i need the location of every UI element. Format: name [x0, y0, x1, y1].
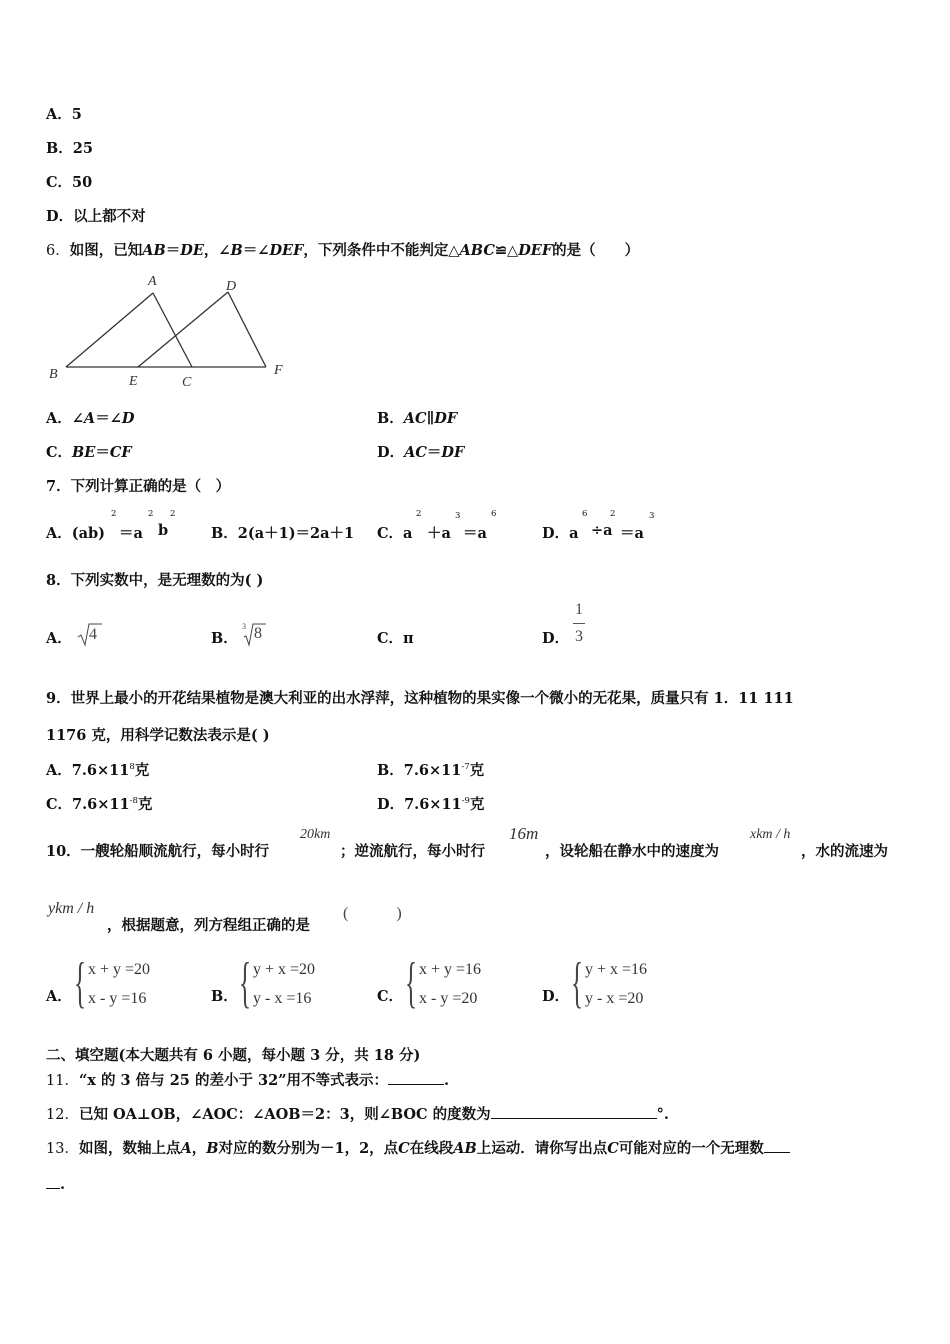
line-ba: [66, 293, 153, 367]
q11: 11．“x 的 3 倍与 25 的差小于 32”用不等式表示： .: [46, 1072, 450, 1089]
q8-stem: 8．下列实数中，是无理数的为( ): [46, 572, 264, 589]
triangle-figure: [44, 270, 294, 395]
q8-option-d: D．: [542, 630, 570, 647]
q10-option-c-eq2: x - y =20: [419, 990, 478, 1007]
q9-stem-line2: 1176 克，用科学记数法表示是( ): [46, 727, 270, 744]
q9-option-c: C．$7.6\times 11^{-8}$克: [46, 796, 153, 813]
q10-option-b-eq2: y - x =16: [253, 990, 312, 1007]
q8-b-index: 3: [242, 622, 246, 631]
label-b: B: [49, 367, 58, 382]
q7-c-mid: ＋a: [427, 525, 451, 542]
q13: 13．如图，数轴上点A，B对应的数分别为－1，2，点C在线段AB上运动．请你写出点C可能对应的一个无理数: [46, 1137, 790, 1158]
q6-option-c: C．BE＝CF: [46, 444, 132, 461]
q7-c-sup1: 2: [416, 509, 422, 519]
q5-option-b: B．25: [46, 140, 93, 157]
line-ac: [153, 293, 192, 367]
q5-option-a: A．5: [46, 106, 82, 123]
q10-option-a-eq2: x - y =16: [88, 990, 147, 1007]
q10-seg4: ，水的流速为: [801, 843, 888, 860]
q7-option-c: C．a: [377, 525, 413, 542]
label-d: D: [226, 279, 237, 294]
q6-option-b: B．AC∥DF: [377, 410, 458, 427]
q10-option-a-eq1: x + y =20: [88, 961, 151, 978]
q10-option-c-letter: C．: [377, 988, 404, 1005]
q7-option-d: D．a: [542, 525, 579, 542]
q10-option-a-letter: A．: [46, 988, 72, 1005]
brace-icon: {: [239, 952, 252, 1014]
brace-icon: {: [74, 952, 87, 1014]
q7-d-sup2: 2: [610, 509, 616, 519]
q6-stem: 6．如图，已知AB＝DE，∠B＝∠DEF，下列条件中不能判定△ABC≌△DEF的是（ ）: [46, 242, 640, 259]
q5-option-c: C．50: [46, 174, 93, 191]
q10-option-c-eq1: x + y =16: [419, 961, 482, 978]
q10-seg5: ，根据题意，列方程组正确的是: [107, 917, 310, 934]
q8-b-radicand: 8: [254, 625, 262, 642]
label-c: C: [182, 375, 192, 390]
q6-option-a: A．∠A＝∠D: [46, 410, 135, 427]
q7-a-sup1: 2: [111, 509, 117, 519]
brace-icon: {: [405, 952, 418, 1014]
q7-a-sup2: 2: [148, 509, 154, 519]
label-a: A: [148, 274, 157, 289]
fraction-bar: [573, 623, 585, 624]
q9-option-a: A．$7.6\times 11^8$克: [46, 762, 150, 779]
q7-stem: 7．下列计算正确的是（ ）: [46, 478, 231, 495]
q10-option-d-eq1: y + x =16: [585, 961, 648, 978]
q10-option-d-eq2: y - x =20: [585, 990, 644, 1007]
q8-d-denominator: 3: [575, 628, 583, 645]
line-df: [228, 292, 266, 367]
label-e: E: [129, 374, 138, 389]
q7-option-b: B．2(a＋1)＝2a＋1: [211, 525, 355, 542]
q9-stem-line1: 9．世界上最小的开花结果植物是澳大利亚的出水浮萍，这种植物的果实像一个微小的无花果，质量只有 1．11 111: [46, 690, 794, 707]
q8-a-radicand: 4: [89, 626, 97, 643]
q13-continued: .: [46, 1176, 65, 1193]
q13-answer-blank[interactable]: [764, 1140, 790, 1153]
q7-a-base2: b: [158, 522, 169, 539]
q6-option-d: D．AC＝DF: [377, 444, 465, 461]
q7-c-end: ＝a: [463, 525, 487, 542]
q10-seg1: 10．一艘轮船顺流航行，每小时行: [46, 843, 270, 860]
q10-unit4: ykm / h: [48, 900, 95, 917]
q7-a-sup3: 2: [170, 509, 176, 519]
q13-answer-blank-cont[interactable]: [46, 1176, 60, 1189]
q10-unit2: 16m: [509, 824, 539, 843]
q7-d-end: ＝a: [620, 525, 644, 542]
q7-option-a: A．(ab): [46, 525, 106, 542]
q8-option-c: C．π: [377, 630, 414, 647]
q11-answer-blank[interactable]: [388, 1072, 444, 1085]
q9-option-d: D．$7.6\times 11^{-9}$克: [377, 796, 485, 813]
q10-option-d-letter: D．: [542, 988, 570, 1005]
q7-d-mid: ÷a: [591, 522, 613, 539]
q8-d-numerator: 1: [575, 601, 583, 618]
q12: 12．已知 OA⊥OB，∠AOC：∠AOB＝2：3，则∠BOC 的度数为 °.: [46, 1106, 669, 1123]
q7-a-mid: ＝a: [119, 525, 143, 542]
section-title: 二、填空题(本大题共有 6 小题，每小题 3 分，共 18 分): [46, 1047, 421, 1064]
q9-option-b: B．$7.6\times 11^{-7}$克: [377, 762, 485, 779]
q12-answer-blank[interactable]: [491, 1106, 657, 1119]
q10-seg3: ，设轮船在静水中的速度为: [545, 843, 719, 860]
q8-option-b: B．: [211, 630, 238, 647]
q5-option-d: D．以上都不对: [46, 208, 146, 225]
q7-c-sup3: 6: [491, 509, 497, 519]
q7-d-sup1: 6: [582, 509, 588, 519]
q10-option-b-eq1: y + x =20: [253, 961, 316, 978]
q7-d-sup3: 3: [649, 511, 655, 521]
q7-c-sup2: 3: [455, 511, 461, 521]
q10-answer-parens: ( ): [343, 905, 402, 922]
q8-option-a: A．: [46, 630, 72, 647]
q10-unit3: xkm / h: [750, 827, 791, 842]
label-f: F: [274, 363, 283, 378]
q10-option-b-letter: B．: [211, 988, 238, 1005]
brace-icon: {: [571, 952, 584, 1014]
q10-unit1: 20km: [300, 827, 331, 842]
line-ed: [138, 292, 228, 367]
q10-seg2: ；逆流航行，每小时行: [340, 843, 485, 860]
